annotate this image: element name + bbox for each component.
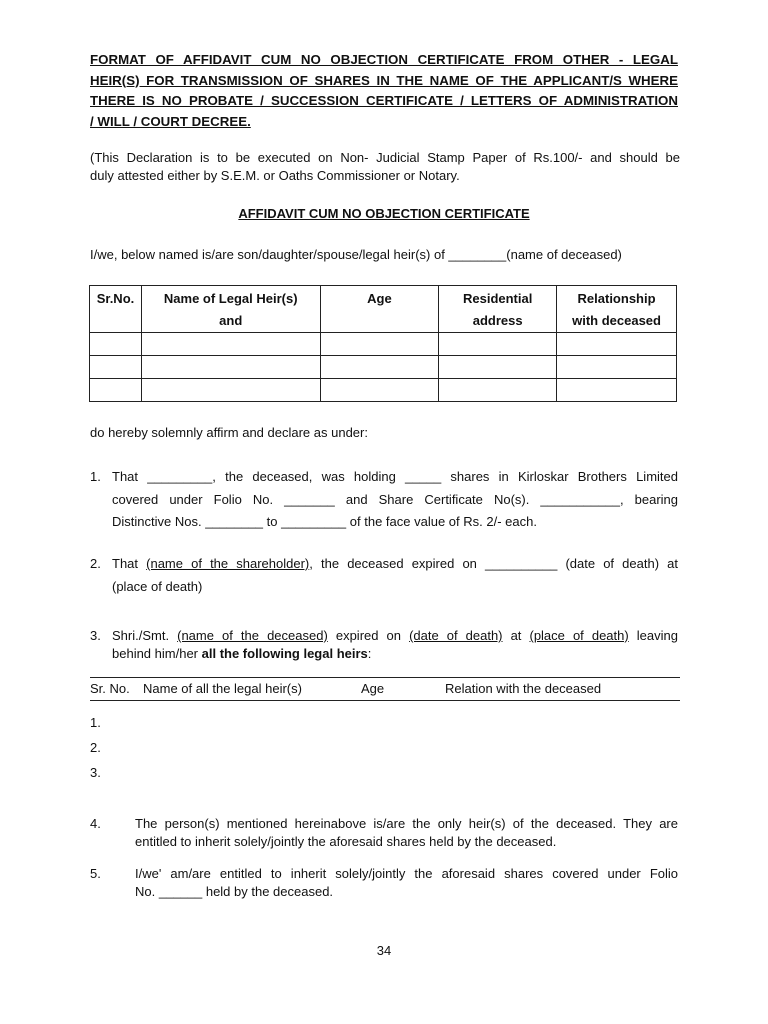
item-number: 1.	[90, 469, 101, 484]
header-name-of-legal-heir: Name of Legal Heir(s) and	[141, 286, 320, 333]
item-1-line-3: Distinctive Nos. ________ to _________ of the face value of Rs. 2/- each.	[112, 514, 537, 529]
item-number: 5.	[90, 866, 101, 881]
legal-heirs-col-sr-no: Sr. No.	[90, 681, 130, 696]
item-3-line-1: Shri./Smt. (name of the deceased) expired on (date of death) at (place of death) leaving	[112, 628, 678, 643]
list-item: 2.	[90, 740, 101, 755]
list-item: 1.	[90, 715, 101, 730]
heading-line-2: HEIR(S) FOR TRANSMISSION OF SHARES IN THE NAME OF THE APPLICANT/S WHERE	[90, 72, 678, 88]
item-3-line-2: behind him/her all the following legal heirs:	[112, 646, 372, 661]
declaration-item-3	[90, 627, 678, 663]
heading-line-4: / WILL / COURT DECREE.	[90, 113, 251, 129]
legal-heirs-col-name: Name of all the legal heir(s)	[143, 681, 302, 696]
item-number: 2.	[90, 556, 101, 571]
affirmation-statement: do hereby solemnly affirm and declare as under:	[90, 425, 368, 440]
legal-heirs-col-relation: Relation with the deceased	[445, 681, 602, 696]
item-2-line-1: That (name of the shareholder), the deceased expired on __________ (date of death) at	[112, 556, 678, 571]
header-relationship: Relationship with deceased	[557, 286, 677, 333]
item-4-line-1: The person(s) mentioned hereinabove is/are the only heir(s) of the deceased. They are	[135, 816, 678, 831]
table-header-rule	[90, 700, 680, 701]
heading-line-3: THERE IS NO PROBATE / SUCCESSION CERTIFICATE / LETTERS OF ADMINISTRATION	[90, 93, 678, 108]
table-top-rule	[90, 677, 680, 678]
item-4-line-2: entitled to inherit solely/jointly the aforesaid shares held by the deceased.	[135, 833, 557, 849]
document-heading	[90, 50, 678, 132]
table-header-row	[90, 286, 677, 333]
declaration-item-2	[90, 553, 678, 598]
item-number: 3.	[90, 628, 101, 643]
item-1-line-1: That _________, the deceased, was holding _____ shares in Kirloskar Brothers Limited	[112, 469, 678, 484]
legal-heirs-col-age: Age	[361, 681, 385, 696]
declaration-item-5	[90, 865, 678, 900]
header-sr-no: Sr.No.	[90, 286, 142, 333]
table-row	[90, 379, 677, 402]
note-line-1: (This Declaration is to be executed on Non- Judicial Stamp Paper of Rs.100/- and should be	[90, 150, 680, 165]
affidavit-subtitle: AFFIDAVIT CUM NO OBJECTION CERTIFICATE	[238, 206, 530, 221]
table-row	[90, 356, 677, 379]
page-number: 34	[376, 943, 392, 958]
item-number: 4.	[90, 816, 101, 831]
heading-line-1: FORMAT OF AFFIDAVIT CUM NO OBJECTION CERTIFICATE FROM OTHER - LEGAL	[90, 52, 678, 67]
table-row	[90, 333, 677, 356]
declaration-item-4	[90, 815, 678, 850]
item-5-line-2: No. ______ held by the deceased.	[135, 883, 334, 899]
intro-statement: I/we, below named is/are son/daughter/spouse/legal heir(s) of ________(name of deceased)	[90, 247, 622, 262]
header-residential-address: Residential address	[439, 286, 557, 333]
list-item: 3.	[90, 765, 101, 780]
item-2-line-2: (place of death)	[112, 578, 203, 594]
execution-note	[90, 149, 680, 184]
declaration-item-1	[90, 466, 678, 534]
item-5-line-1: I/we' am/are entitled to inherit solely/jointly the aforesaid shares covered under Folio	[135, 866, 678, 881]
header-age: Age	[320, 286, 439, 333]
item-1-line-2: covered under Folio No. _______ and Share Certificate No(s). ___________, bearing	[112, 491, 678, 507]
legal-heirs-form-table	[89, 285, 677, 402]
note-line-2: duly attested either by S.E.M. or Oaths Commissioner or Notary.	[90, 167, 460, 183]
